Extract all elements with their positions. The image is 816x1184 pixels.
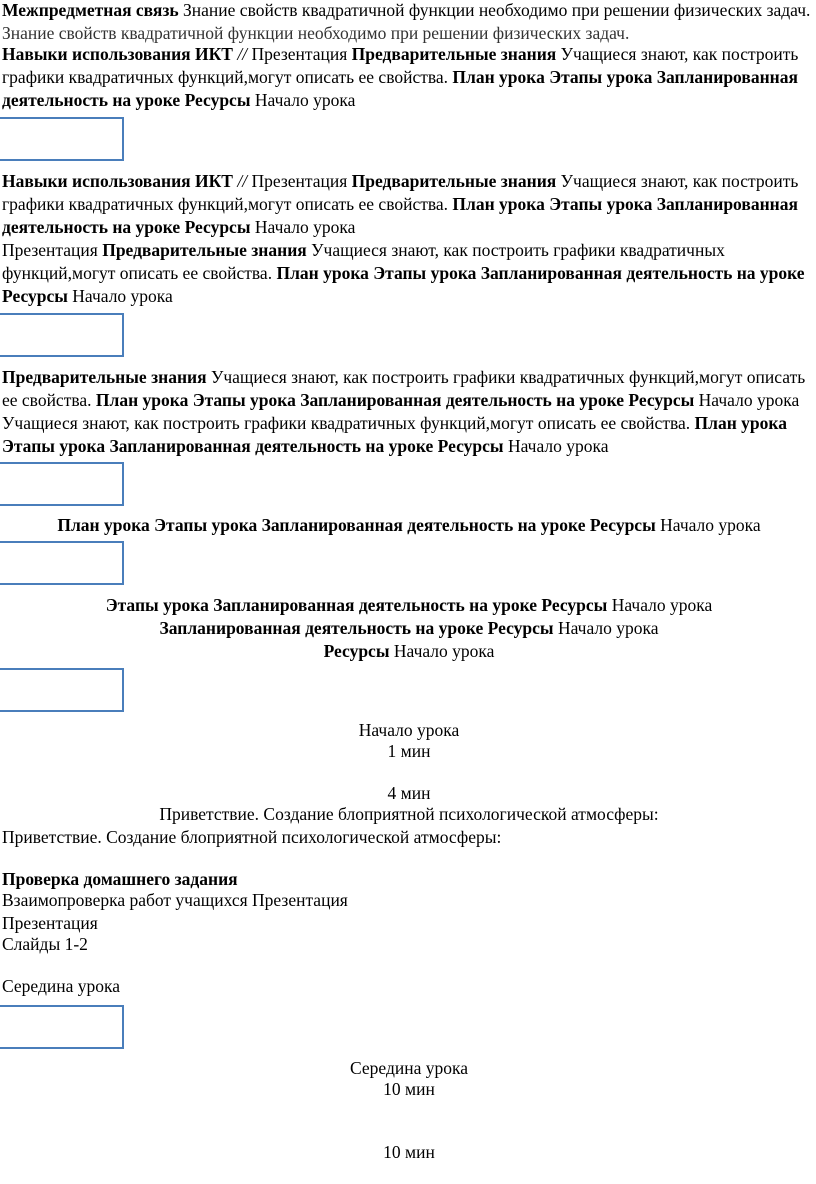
text-students-know: Учащиеся знают, как построить графики квадратичных функций,могут описать ее свойства. [2, 44, 799, 87]
duration-4-min: 4 мин [387, 783, 431, 803]
label-lesson-stages: Этапы урока [549, 67, 653, 87]
text-lesson-start: Начало урока [557, 618, 659, 638]
label-planned-activity: Запланированная деятельность на уроке [213, 595, 538, 615]
text-lesson-start: Начало урока [660, 515, 761, 535]
text-students-know: Учащиеся знают, как построить графики квадратичных функций,могут описать ее свойства. [2, 171, 799, 214]
label-resources: Ресурсы [2, 286, 68, 306]
label-prior-knowledge: Предварительные знания [351, 44, 557, 64]
label-lesson-plan: План урока [452, 194, 545, 214]
label-lesson-stages: Этапы урока [154, 515, 258, 535]
paragraph-ict-1 [2, 44, 816, 113]
label-resources: Ресурсы [437, 436, 504, 456]
paragraph-students-know [2, 413, 816, 459]
text-presentation: Презентация [251, 44, 348, 64]
label-ict: Навыки использования ИКТ [2, 44, 233, 64]
label-prior-knowledge: Предварительные знания [102, 240, 307, 260]
label-planned-activity: Запланированная деятельность на уроке [159, 618, 484, 638]
text-lesson-start: Начало урока [254, 90, 356, 110]
label-resources: Ресурсы [487, 618, 554, 638]
paragraph-resources [2, 641, 816, 664]
label-planned-activity: Запланированная деятельность на уроке [2, 67, 798, 110]
text-lesson-start: Начало урока [611, 595, 713, 615]
heading-lesson-middle: Середина урока [350, 1058, 468, 1078]
label-lesson-stages: Этапы урока [105, 595, 209, 615]
empty-cell-box [0, 541, 124, 585]
text-presentation: Презентация [251, 171, 348, 191]
label-planned-activity: Запланированная деятельность на уроке [2, 194, 798, 237]
duration-10-min: 10 мин [383, 1079, 435, 1099]
spacer [2, 712, 816, 720]
label-lesson-stages: Этапы урока [192, 390, 296, 410]
paragraph-presentation [2, 240, 816, 309]
text-lesson-start: Начало урока [72, 286, 173, 306]
spacer [2, 161, 816, 171]
label-ict: Навыки использования ИКТ [2, 171, 233, 191]
text-lesson-start: Начало урока [393, 641, 495, 661]
label-resources: Ресурсы [589, 515, 656, 535]
paragraph-lesson-middle [2, 976, 816, 999]
empty-cell-box [0, 1005, 124, 1049]
text-students-know: Учащиеся знают, как построить графики квадратичных функций,могут описать ее свойства. [2, 240, 725, 283]
empty-cell-box [0, 117, 124, 161]
label-lesson-stages: Этапы урока [2, 436, 106, 456]
paragraph-peer-review [2, 890, 816, 913]
label-lesson-plan: План урока [694, 413, 787, 433]
label-lesson-plan: План урока [57, 515, 150, 535]
label-lesson-stages: Этапы урока [549, 194, 653, 214]
empty-cell-box [0, 668, 124, 712]
spacer [2, 955, 816, 976]
label-lesson-plan: План урока [452, 67, 545, 87]
text-peer-review: Взаимопроверка работ учащихся [2, 890, 248, 910]
spacer [2, 1100, 816, 1142]
text-presentation: Презентация [252, 890, 348, 910]
text-lesson-start: Начало урока [698, 390, 800, 410]
duration-1-min: 1 мин [387, 741, 431, 761]
spacer [2, 506, 816, 515]
label-resources: Ресурсы [184, 217, 251, 237]
label-resources: Ресурсы [184, 90, 251, 110]
label-planned-activity: Запланированная деятельность на уроке [480, 263, 805, 283]
paragraph-planned-activity [2, 618, 816, 641]
label-prior-knowledge: Предварительные знания [2, 367, 207, 387]
text-greeting: Приветствие. Создание блоприятной психологической атмосферы: [159, 804, 659, 824]
label-resources: Ресурсы [628, 390, 695, 410]
heading-homework-check [2, 869, 816, 890]
spacer [2, 585, 816, 595]
spacer [2, 762, 816, 783]
spacer [2, 848, 816, 869]
duration-10-min-2: 10 мин [383, 1142, 435, 1162]
text-students-know: Учащиеся знают, как построить графики квадратичных функций,могут описать ее свойства. [2, 413, 691, 433]
empty-cell-box [0, 313, 124, 357]
heading-lesson-start: Начало урока [358, 720, 460, 740]
paragraph-prior-knowledge [2, 367, 816, 413]
label-homework-check: Проверка домашнего задания [2, 869, 238, 889]
text-students-know: Учащиеся знают, как построить графики квадратичных функций,могут описать ее свойства. [2, 367, 806, 410]
paragraph-slides: Слайды 1-2 [2, 934, 88, 954]
paragraph-interdisciplinary [2, 0, 816, 23]
text-lesson-start: Начало урока [254, 217, 356, 237]
label-resources: Ресурсы [541, 595, 608, 615]
slash-separator: // [237, 171, 248, 191]
paragraph-lesson-plan [2, 515, 816, 538]
text-lesson-start: Начало урока [507, 436, 609, 456]
label-lesson-stages: Этапы урока [373, 263, 477, 283]
text-interdisciplinary: Знание свойств квадратичной функции необходимо при решении физических задач. [183, 0, 811, 20]
label-lesson-plan: План урока [276, 263, 369, 283]
paragraph-greeting-centered [2, 804, 816, 827]
label-planned-activity: Запланированная деятельность на уроке [261, 515, 586, 535]
label-prior-knowledge: Предварительные знания [351, 171, 557, 191]
empty-cell-box [0, 462, 124, 506]
paragraph-presentation-2: Презентация [2, 913, 98, 933]
spacer [2, 357, 816, 367]
label-planned-activity: Запланированная деятельность на уроке [109, 436, 434, 456]
slash-separator: // [237, 44, 248, 64]
paragraph-greeting: Приветствие. Создание блоприятной психологической атмосферы: [2, 827, 502, 847]
label-planned-activity: Запланированная деятельность на уроке [300, 390, 625, 410]
paragraph-lesson-stages [2, 595, 816, 618]
paragraph-ict-2 [2, 171, 816, 240]
label-interdisciplinary: Межпредметная связь [2, 0, 179, 20]
label-lesson-plan: План урока [95, 390, 189, 410]
text-lesson-middle: Середина урока [2, 976, 120, 996]
text-presentation: Презентация [2, 240, 98, 260]
paragraph-knowledge: Знание свойств квадратичной функции необходимо при решении физических задач. [2, 23, 630, 43]
spacer [2, 1049, 816, 1058]
label-resources: Ресурсы [323, 641, 390, 661]
